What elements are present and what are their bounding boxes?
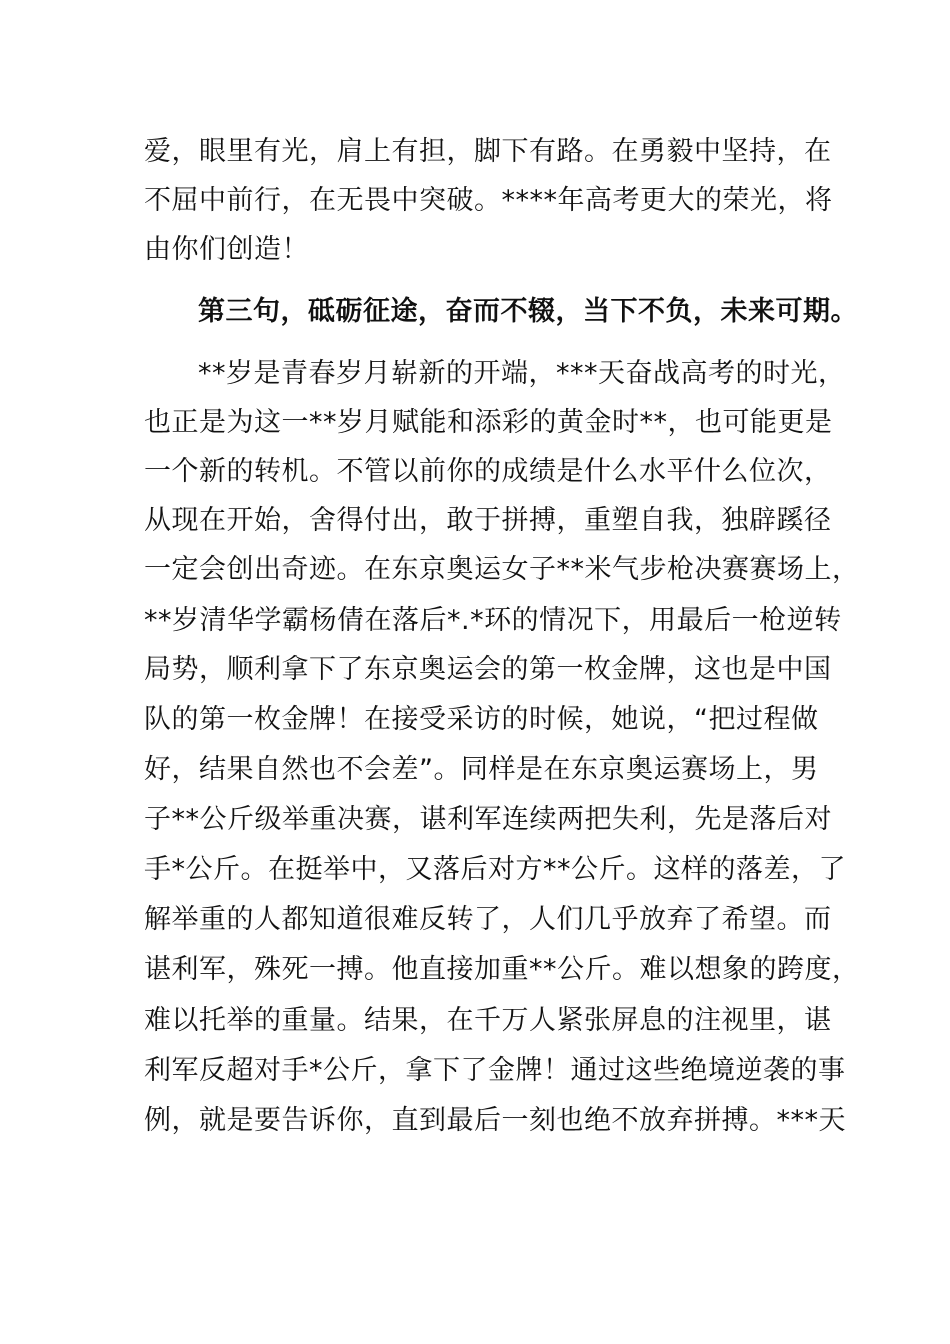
paragraph-line: 谌利军，殊死一搏。他直接加重**公斤。难以想象的跨度，: [144, 954, 860, 985]
paragraph-line: 不屈中前行，在无畏中突破。****年高考更大的荣光，将: [144, 185, 833, 216]
paragraph-line: 爱，眼里有光，肩上有担，脚下有路。在勇毅中坚持，在: [144, 136, 832, 167]
paragraph-line: 好，结果自然也不会差”。同样是在东京奥运赛场上，男: [144, 754, 819, 785]
paragraph-line: 一定会创出奇迹。在东京奥运女子**米气步枪决赛赛场上，: [144, 554, 860, 585]
paragraph-line: 局势，顺利拿下了东京奥运会的第一枚金牌，这也是中国: [144, 654, 832, 685]
paragraph-line: 难以托举的重量。结果，在千万人紧张屏息的注视里，谌: [144, 1005, 832, 1036]
paragraph-line: 从现在开始，舍得付出，敢于拼搏，重塑自我，独辟蹊径: [144, 505, 832, 536]
section-heading: 第三句，砥砺征途，奋而不辍，当下不负，未来可期。: [198, 296, 858, 327]
paragraph-line: 手*公斤。在挺举中，又落后对方**公斤。这样的落差，了: [144, 854, 846, 885]
paragraph-line: 一个新的转机。不管以前你的成绩是什么水平什么位次，: [144, 456, 832, 487]
paragraph-line: **岁是青春岁月崭新的开端，***天奋战高考的时光，: [198, 358, 846, 389]
paragraph-line: 由你们创造！: [144, 234, 309, 265]
paragraph-line: 解举重的人都知道很难反转了，人们几乎放弃了希望。而: [144, 904, 832, 935]
paragraph-line: 也正是为这一**岁月赋能和添彩的黄金时**，也可能更是: [144, 407, 833, 438]
paragraph-line: 子**公斤级举重决赛，谌利军连续两把失利，先是落后对: [144, 804, 832, 835]
paragraph-line: 利军反超对手*公斤，拿下了金牌！通过这些绝境逆袭的事: [144, 1055, 846, 1086]
paragraph-line: **岁清华学霸杨倩在落后*.*环的情况下，用最后一枪逆转: [144, 605, 842, 636]
paragraph-line: 例，就是要告诉你，直到最后一刻也绝不放弃拼搏。***天: [144, 1105, 846, 1136]
paragraph-line: 队的第一枚金牌！在接受采访的时候，她说，“把过程做: [144, 704, 819, 735]
